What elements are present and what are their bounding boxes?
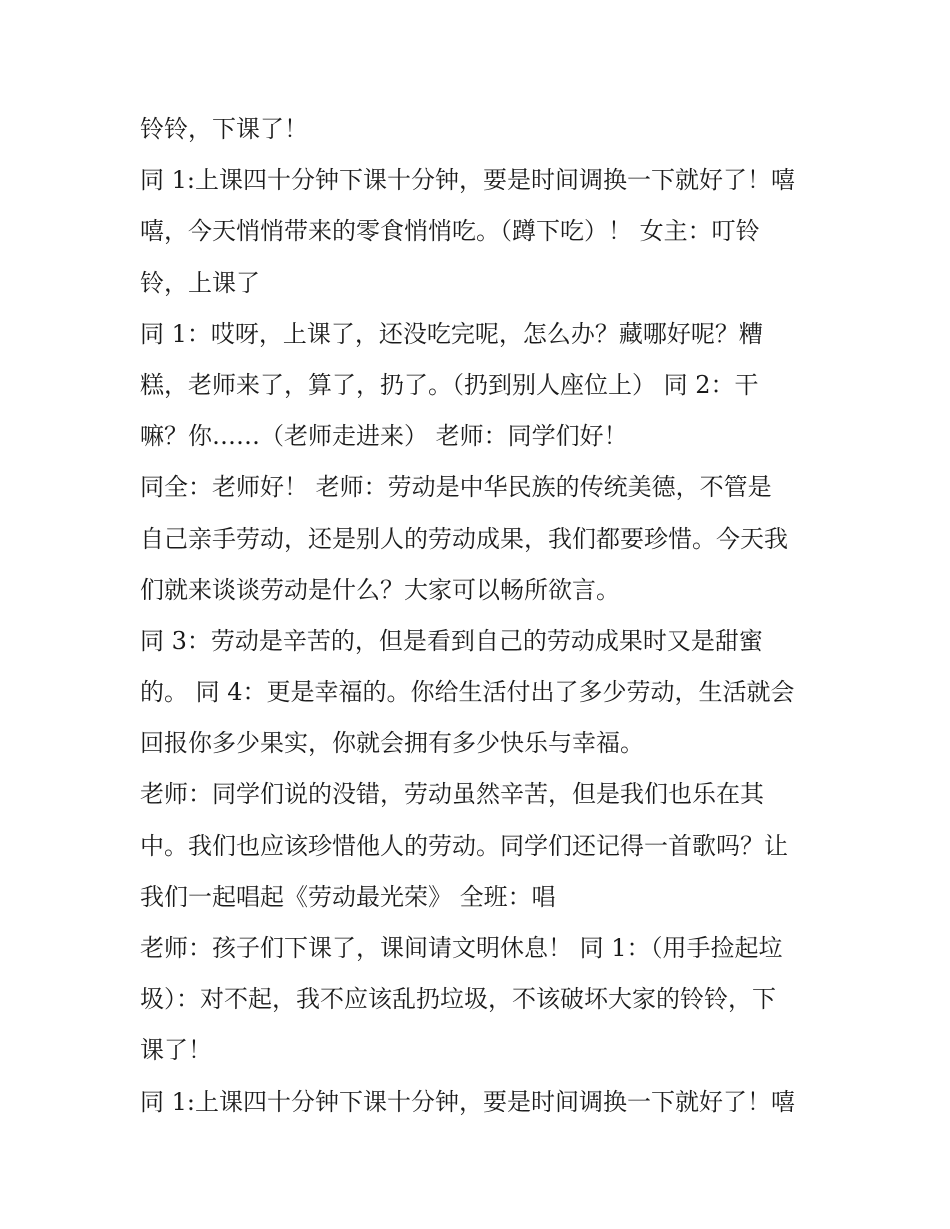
text-line: 同 3：劳动是辛苦的，但是看到自己的劳动成果时又是甜蜜 [140, 626, 763, 655]
text-line: 老师：同学们说的没错，劳动虽然辛苦，但是我们也乐在其 [140, 780, 764, 809]
text-line: 课了！ [140, 1036, 212, 1065]
text-line: 我们一起唱起《劳动最光荣》 全班：唱 [140, 882, 556, 911]
text-line: 中。我们也应该珍惜他人的劳动。同学们还记得一首歌吗？让 [140, 831, 788, 860]
text-line: 糕，老师来了，算了，扔了。（扔到别人座位上） 同 2：干 [140, 370, 759, 399]
text-line: 嘻，今天悄悄带来的零食悄悄吃。（蹲下吃）！ 女主：叮铃 [140, 217, 760, 246]
document-body [140, 104, 815, 1128]
text-line: 同全：老师好！ 老师：劳动是中华民族的传统美德，不管是 [140, 473, 772, 502]
text-line: 自己亲手劳动，还是别人的劳动成果，我们都要珍惜。今天我 [140, 524, 788, 553]
text-line: 的。 同 4：更是幸福的。你给生活付出了多少劳动，生活就会 [140, 678, 795, 707]
text-line: 们就来谈谈劳动是什么？大家可以畅所欲言。 [140, 575, 620, 604]
text-line: 铃，上课了 [140, 268, 260, 297]
text-line: 嘛？你……（老师走进来） 老师：同学们好！ [140, 422, 628, 451]
text-line: 老师：孩子们下课了，课间请文明休息！ 同 1：（用手捡起垃 [140, 934, 783, 962]
text-line: 回报你多少果实，你就会拥有多少快乐与幸福。 [140, 729, 644, 758]
text-line: 圾）：对不起，我不应该乱扔垃圾，不该破坏大家的铃铃，下 [140, 985, 776, 1014]
text-line: 同 1:上课四十分钟下课十分钟，要是时间调换一下就好了！嘻 [140, 166, 795, 195]
text-line: 铃铃，下课了！ [140, 115, 308, 143]
text-line: 同 1:上课四十分钟下课十分钟，要是时间调换一下就好了！嘻 [140, 1087, 795, 1116]
text-line: 同 1：哎呀，上课了，还没吃完呢，怎么办？藏哪好呢？糟 [140, 319, 763, 348]
